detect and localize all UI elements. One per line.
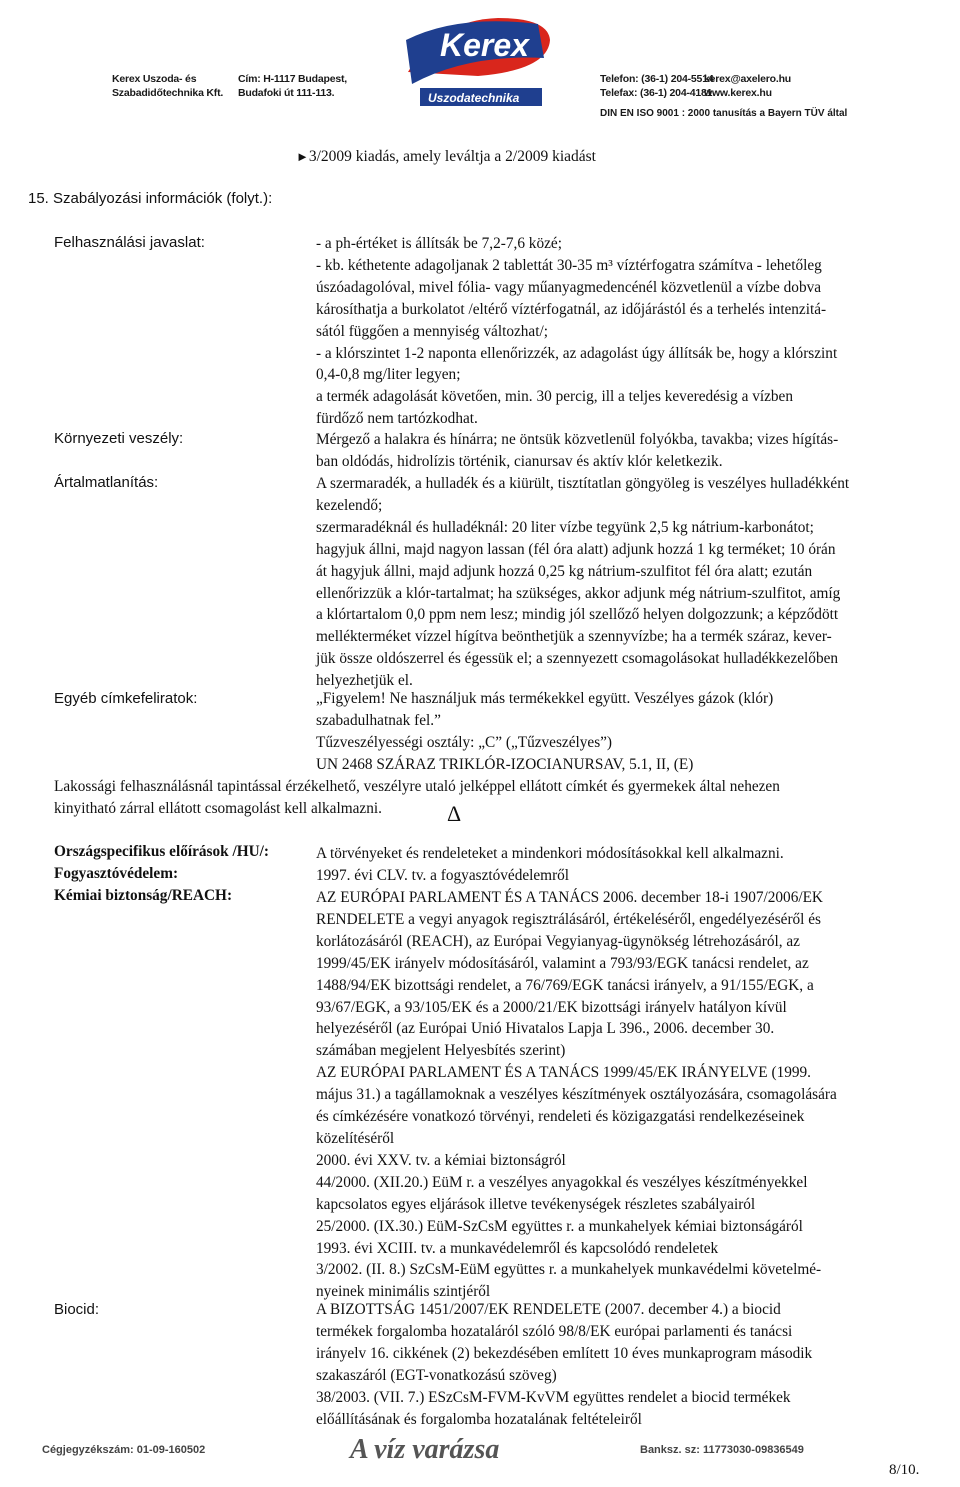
country-label: Országspecifikus előírások /HU/:	[54, 843, 270, 860]
disposal-line: hagyjuk állni, majd nagyon lassan (fél óra alatt) adjunk hozzá 1 kg terméket; 10 órán	[316, 540, 836, 558]
consumer-protection-label: Fogyasztóvédelem:	[54, 865, 179, 882]
biocide-line: termékek forgalomba hozataláról szóló 98/8/EK európai parlamenti és tanácsi	[316, 1322, 793, 1340]
other-text	[316, 688, 946, 776]
letterhead	[0, 0, 960, 135]
logo-subtitle: Uszodatechnika	[428, 91, 520, 105]
chem-line: nyeinek minimális szintjéről	[316, 1283, 491, 1301]
usage-line-text: - kb. kéthetente adagoljanak 2 tablettát 30-35 m³ víztérfogatra számítva - lehetőleg	[316, 256, 822, 274]
env-line: Mérgező a halakra és hínárra; ne öntsük közvetlenül folyókba, tavakba; vizes hígítás-	[316, 431, 839, 448]
chem-line: 93/67/EGK, a 93/105/EK és a 2000/21/EK bizottsági irányelv hatályon kívül	[316, 998, 787, 1016]
chem-line: 1488/94/EK bizottsági rendelet, a 76/769/EGK tanácsi irányelv, a 91/155/EGK, a	[316, 976, 814, 994]
consumer-note-line: Lakossági felhasználásnál tapintással érzékelhető, veszélyre utaló jelképpel ellátott címkét és gyermekek által nehezen	[54, 778, 780, 795]
chem-line: RENDELETE a vegyi anyagok regisztrálásáról, értékeléséről, engedélyezéséről és	[316, 910, 821, 928]
chem-line: AZ EURÓPAI PARLAMENT ÉS A TANÁCS 1999/45/EK IRÁNYELVE (1999.	[316, 1064, 811, 1082]
consumer-note	[54, 776, 934, 820]
company-line-2: Szabadidőtechnika Kft.	[112, 87, 224, 99]
company-name	[112, 72, 223, 100]
biocide-line: A BIZOTTSÁG 1451/2007/EK RENDELETE (2007. december 4.) a biocid	[316, 1301, 781, 1318]
footer-slogan: A víz varázsa	[350, 1434, 500, 1465]
delta-icon: Δ	[447, 801, 462, 826]
chem-line: kapcsolatos egyes eljárások illetve tevékenységek részletes szabályairól	[316, 1195, 756, 1213]
usage-line	[316, 255, 946, 277]
bank-account: Banksz. sz: 11773030-09836549	[640, 1444, 804, 1456]
biocide-label: Biocid:	[54, 1301, 100, 1318]
chem-line: 1999/45/EK irányelv módosításáról, valamint a 793/93/EGK tanácsi rendelet, az	[316, 954, 809, 972]
consumer-note-line: kinyitható zárral ellátott csomagolást kell alkalmazni.	[54, 799, 382, 817]
consumer-protection-text	[316, 865, 946, 887]
disposal-label: Ártalmatlanítás:	[54, 474, 159, 491]
usage-line: fürdőző nem tartózkodhat.	[316, 410, 478, 428]
usage-line: úszóadagolóval, mivel fólia- vagy műanyagmedencénél közvetlenül a vízbe dobva	[316, 278, 822, 296]
company-web	[704, 72, 791, 100]
country-text	[316, 843, 916, 865]
biocide-text	[316, 1299, 946, 1430]
disposal-line: jük össze oldószerrel és égessük el; a szennyezett csomagolásokat hulladékkezelőben	[316, 650, 839, 668]
usage-line: sától függően a mennyiség változhat/;	[316, 322, 548, 340]
chem-safety-text	[316, 887, 946, 1303]
usage-line: a termék adagolását követően, min. 30 percig, ill a teljes keveredésig a vízben	[316, 388, 793, 406]
other-line: „Figyelem! Ne használjuk más termékekkel együtt. Veszélyes gázok (klór)	[316, 690, 774, 707]
chem-line: közelítéséről	[316, 1129, 395, 1147]
biocide-line: előállításának és forgalomba hozatalának feltételeiről	[316, 1410, 642, 1428]
disposal-line: mellékterméket vízzel hígítva beönthetjük a szennyvízbe; ha a termék száraz, kever-	[316, 628, 832, 646]
email-line: kerex@axelero.hu	[704, 73, 792, 85]
chem-line: 1993. évi XCIII. tv. a munkavédelemről és kapcsolódó rendeletek	[316, 1239, 719, 1257]
env-line: ban oldódás, hidrolízis történik, cianursav és aktív klór keletkezik.	[316, 452, 723, 470]
chem-line: 2000. évi XXV. tv. a kémiai biztonságról	[316, 1151, 566, 1169]
usage-text	[316, 233, 946, 430]
chem-safety-label: Kémiai biztonság/REACH:	[54, 887, 233, 904]
other-line: UN 2468 SZÁRAZ TRIKLÓR-IZOCIANURSAV, 5.1, II, (E)	[316, 755, 694, 773]
usage-line: - a klórszintet 1-2 naponta ellenőrizzék, az adagolást úgy állítsák be, hogy a klórszint	[316, 344, 838, 362]
usage-line: károsíthatja a burkolatot /eltérő víztérfogatnál, az időjárástól és a terhelés intenzitá-	[316, 300, 827, 318]
chem-line: helyezéséről (az Európai Unió Hivatalos Lapja L 396., 2006. december 30.	[316, 1020, 775, 1038]
biocide-line: irányelv 16. cikkének (2) bekezdésében említett 10 éves munkaprogram második	[316, 1344, 813, 1362]
issue-line	[296, 148, 596, 166]
env-label: Környezeti veszély:	[54, 430, 184, 447]
registry-number: Cégjegyzékszám: 01-09-160502	[42, 1444, 206, 1456]
certification-note: DIN EN ISO 9001 : 2000 tanusítás a Bayern TÜV által	[600, 108, 848, 119]
chem-line: 25/2000. (IX.30.) EüM-SzCsM együttes r. a munkahelyek kémiai biztonságáról	[316, 1217, 803, 1235]
phone-line: Telefon: (36-1) 204-5514	[600, 73, 714, 85]
address-line-2: Budafoki út 111-113.	[238, 87, 335, 99]
page-footer	[0, 1430, 960, 1487]
company-line-1: Kerex Uszoda- és	[112, 73, 197, 85]
address-line-1: Cím: H-1117 Budapest,	[238, 73, 348, 85]
triangle-icon: ►	[296, 149, 309, 164]
page-number: 8/10.	[889, 1462, 920, 1478]
web-line: www.kerex.hu	[704, 87, 772, 99]
other-line: szabadulhatnak fel.”	[316, 711, 441, 729]
other-label: Egyéb címkefeliratok:	[54, 690, 198, 707]
chem-line: május 31.) a tagállamoknak a veszélyes készítmények osztályozására, csomagolására	[316, 1086, 837, 1104]
chem-line: korlátozásáról (REACH), az Európai Vegyianyag-ügynökség létrehozásáról, az	[316, 932, 800, 950]
section-title: 15. Szabályozási információk (folyt.):	[28, 190, 273, 207]
biocide-line: 38/2003. (VII. 7.) ESzCsM-FVM-KvVM együttes rendelet a biocid termékek	[316, 1388, 791, 1406]
disposal-line: szermaradéknál és hulladéknál: 20 liter vízbe tegyünk 2,5 kg nátrium-karbonátot;	[316, 518, 814, 536]
disposal-text	[316, 473, 946, 692]
chem-line: 44/2000. (XII.20.) EüM r. a veszélyes anyagokkal és veszélyes készítményekkel	[316, 1173, 808, 1191]
other-line: Tűzveszélyességi osztály: „C” („Tűzveszélyes”)	[316, 733, 613, 751]
disposal-line: át hagyjuk állni, majd adjunk hozzá 0,25 kg nátrium-szulfitot fél óra alatt; ezután	[316, 562, 813, 580]
disposal-line: ellenőrizzük a klór-tartalmat; ha szükséges, akkor adjunk még nátrium-szulfitot, amíg	[316, 584, 841, 602]
company-address	[238, 72, 347, 100]
env-text	[316, 429, 946, 473]
company-phone	[600, 72, 713, 100]
usage-line: - a ph-értéket is állítsák be 7,2-7,6 közé;	[316, 235, 562, 252]
chem-line: és címkézésére vonatkozó törvényi, rendeleti és közigazgatási rendelkezéseinek	[316, 1108, 805, 1126]
chem-line: számában megjelent Helyesbítés szerint)	[316, 1042, 566, 1060]
disposal-line: helyezhetjük el.	[316, 672, 413, 690]
chem-line: 3/2002. (II. 8.) SzCsM-EüM együttes r. a munkahelyek munkavédelmi követelmé-	[316, 1261, 822, 1279]
kerex-logo	[398, 10, 558, 110]
issue-text: 3/2009 kiadás, amely leváltja a 2/2009 kiadást	[308, 148, 596, 165]
usage-label: Felhasználási javaslat:	[54, 234, 205, 251]
chem-line: AZ EURÓPAI PARLAMENT ÉS A TANÁCS 2006. december 18-i 1907/2006/EK	[316, 889, 823, 906]
logo-wordmark: Kerex	[440, 27, 529, 63]
usage-line: 0,4-0,8 mg/liter legyen;	[316, 366, 461, 384]
consumer-protection-line: 1997. évi CLV. tv. a fogyasztóvédelemről	[316, 867, 570, 884]
fax-line: Telefax: (36-1) 204-4181	[600, 87, 713, 99]
disposal-line: a klórtartalom 0,0 ppm nem lesz; mindig jól szellőző helyen dolgozzunk; a képződött	[316, 606, 839, 624]
country-line: A törvényeket és rendeleteket a mindenkori módosításokkal kell alkalmazni.	[316, 845, 784, 862]
disposal-line: kezelendő;	[316, 496, 383, 514]
biocide-line: szakaszáról (EGT-vonatkozású szöveg)	[316, 1366, 557, 1384]
disposal-line: A szermaradék, a hulladék és a kiürült, tisztítatlan göngyöleg is veszélyes hulladékként	[316, 475, 850, 492]
